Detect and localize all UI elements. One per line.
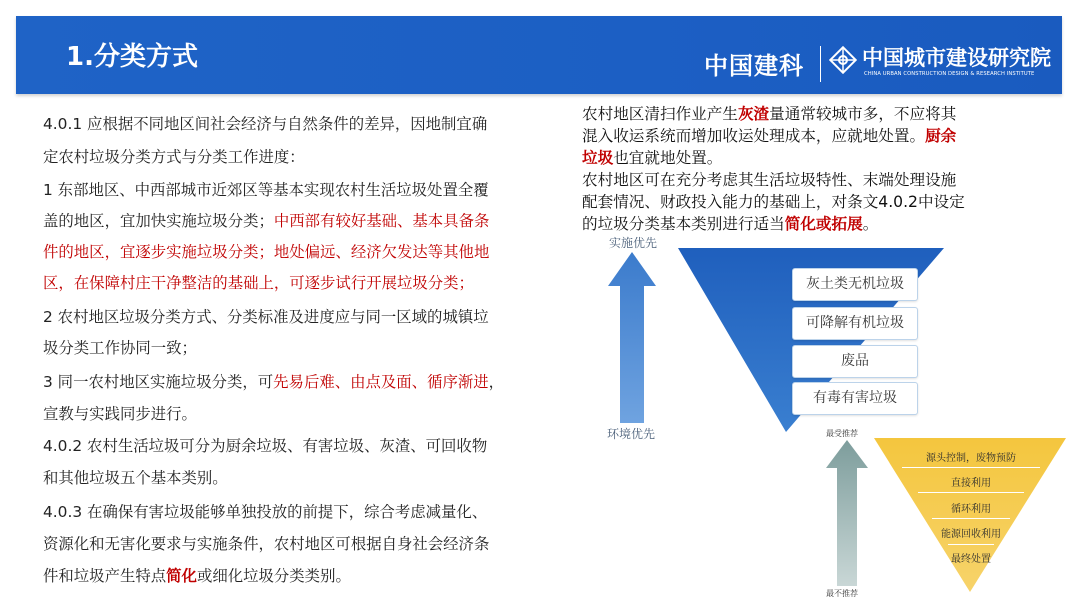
text-span: 件和垃圾产生特点 [43, 567, 167, 585]
text-span: 或细化垃圾分类类别。 [196, 567, 351, 585]
highlight-text: 简化或拓展 [784, 215, 863, 233]
priority-bottom-label: 环境优先 [607, 427, 656, 441]
highlight-text: 灰渣 [737, 105, 770, 123]
text-line [43, 370, 504, 392]
text-line [582, 212, 878, 234]
text-line [582, 146, 722, 168]
highlight-text: 中西部有较好基础、基本具备条 [273, 212, 490, 230]
logo-divider [820, 46, 821, 82]
text-line: 和其他垃圾五个基本类别。 [43, 469, 228, 487]
highlight-text: 厨余 [925, 127, 957, 145]
level-divider [948, 544, 994, 545]
hierarchy-level: 最终处置 [951, 554, 991, 565]
highlight-text: 先易后难、由点及面、循序渐进 [273, 373, 489, 391]
highlight-line: 件的地区，宜逐步实施垃圾分类；地处偏远、经济欠发达等其他地 [43, 243, 490, 261]
text-line [43, 564, 351, 586]
text-span: 量通常较城市多，不应将其 [769, 105, 957, 123]
cucd-logo: 中国建科 [704, 52, 804, 80]
text-span: 也宜就地处置。 [613, 149, 723, 167]
level-divider [918, 492, 1024, 493]
hierarchy-level: 循环利用 [951, 504, 991, 515]
text-line: 1 东部地区、中西部城市近郊区等基本实现农村生活垃圾处置全覆 [43, 181, 489, 199]
text-line: 宣教与实践同步进行。 [43, 405, 197, 423]
up-arrow-icon [606, 250, 658, 425]
text-span: 3 同一农村地区实施垃圾分类，可 [43, 373, 274, 391]
text-line: 4.0.2 农村生活垃圾可分为厨余垃圾、有害垃圾、灰渣、可回收物 [43, 437, 488, 455]
text-line: 资源化和无害化要求与实施条件，农村地区可根据自身社会经济条 [43, 535, 490, 553]
text-line: 农村地区可在充分考虑其生活垃圾特性、末端处理设施 [582, 171, 957, 189]
institute-name-english: CHINA URBAN CONSTRUCTION DESIGN & RESEARCH INSTITUTE [864, 71, 1035, 77]
text-line: 2 农村地区垃圾分类方式、分类标准及进度应与同一区域的城镇垃 [43, 308, 489, 326]
header-banner [16, 16, 1062, 94]
text-line: 配套情况、财政投入能力的基础上，对条文4.0.2中设定 [582, 193, 965, 211]
text-line [582, 124, 956, 146]
institute-logo-icon [829, 46, 857, 74]
category-box: 灰土类无机垃圾 [792, 268, 918, 301]
hierarchy-bottom-label: 最不推荐 [826, 589, 858, 598]
text-line: 定农村垃圾分类方式与分类工作进度： [43, 148, 305, 166]
category-box: 废品 [792, 345, 918, 378]
level-divider [932, 518, 1010, 519]
highlight-text: 垃圾 [582, 149, 614, 167]
text-line [43, 209, 489, 231]
up-arrow-icon [824, 438, 870, 588]
text-span: 。 [862, 215, 879, 233]
highlight-text: 简化 [166, 567, 197, 585]
hierarchy-level: 源头控制，废物预防 [926, 453, 1016, 464]
highlight-line: 区，在保障村庄干净整洁的基础上，可逐步试行开展垃圾分类； [43, 274, 474, 292]
hierarchy-top-label: 最受推荐 [826, 429, 858, 438]
text-line [582, 102, 956, 124]
institute-name: 中国城市建设研究院 [862, 46, 1051, 70]
page-title: 1.分类方式 [66, 42, 198, 72]
text-span: 农村地区清扫作业产生 [582, 105, 738, 123]
text-line: 4.0.3 在确保有害垃圾能够单独投放的前提下，综合考虑减量化、 [43, 503, 488, 521]
category-box: 有毒有害垃圾 [792, 382, 918, 415]
text-line: 圾分类工作协同一致； [43, 339, 197, 357]
text-span: 盖的地区，宜加快实施垃圾分类； [43, 212, 274, 230]
text-span: ， [488, 373, 505, 391]
hierarchy-level: 能源回收利用 [941, 529, 1001, 540]
priority-top-label: 实施优先 [609, 236, 658, 250]
text-span: 混入收运系统而增加收运处理成本，应就地处置。 [582, 127, 926, 145]
hierarchy-level: 直接利用 [951, 478, 991, 489]
category-box: 可降解有机垃圾 [792, 307, 918, 340]
text-span: 的垃圾分类基本类别进行适当 [582, 215, 785, 233]
level-divider [902, 467, 1040, 468]
text-line: 4.0.1 应根据不同地区间社会经济与自然条件的差异，因地制宜确 [43, 115, 488, 133]
